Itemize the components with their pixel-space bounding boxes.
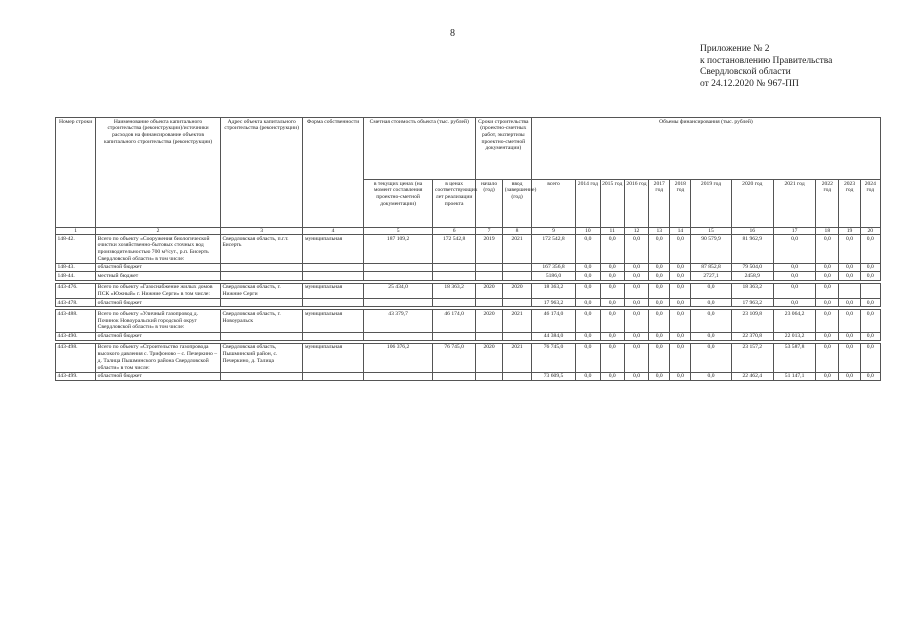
column-number: 8 <box>503 228 532 235</box>
appendix-line: к постановлению Правительства <box>700 55 833 66</box>
year-value-cell: 0,0 <box>624 299 648 307</box>
header-year: 2021 год <box>773 180 815 228</box>
year-value-cell: 0,0 <box>860 332 880 340</box>
address-cell <box>220 332 302 340</box>
start-year-cell <box>475 372 502 380</box>
year-value-cell: 0,0 <box>691 332 731 340</box>
header-year: 2023 год <box>839 180 860 228</box>
header-object-name: Наименование объекта капитального строительства (реконструкции)/источники расходов на финансирование объектов капитального строительства (реконструкции) <box>96 118 221 228</box>
ownership-cell <box>303 272 363 280</box>
header-end: ввод (завершение) (год) <box>503 180 532 228</box>
year-value-cell <box>839 283 860 298</box>
year-value-cell: 0,0 <box>773 272 815 280</box>
table-row <box>56 343 881 372</box>
header-row-number: Номер строки <box>56 118 96 228</box>
object-name-cell: Всего по объекту «Газоснабжение жилых домов ПСК «Южный» г. Нижние Серги» в том числе: <box>96 283 221 298</box>
year-value-cell: 0,0 <box>670 299 691 307</box>
year-value-cell: 0,0 <box>816 272 839 280</box>
column-number: 13 <box>649 228 670 235</box>
year-value-cell: 18 363,2 <box>731 283 773 298</box>
year-value-cell: 0,0 <box>839 235 860 264</box>
year-value-cell: 0,0 <box>624 283 648 298</box>
year-value-cell: 0,0 <box>816 343 839 372</box>
year-value-cell: 0,0 <box>576 263 600 271</box>
cost-years-cell <box>433 299 475 307</box>
object-name-cell: Всего по объекту «Сооружения биологической очистки хозяйственно-бытовых сточных вод производительностью 700 м³/сут., р.п. Бисерть Свердловской области» в том числе: <box>96 235 221 264</box>
year-value-cell: 0,0 <box>600 372 624 380</box>
end-year-cell <box>503 332 532 340</box>
year-value-cell: 22 013,2 <box>773 332 815 340</box>
year-value-cell: 0,0 <box>576 235 600 264</box>
year-value-cell: 0,0 <box>773 263 815 271</box>
year-value-cell: 0,0 <box>839 272 860 280</box>
header-cost-current: в текущих ценах (на момент составления проектно-сметной документации) <box>363 180 433 228</box>
cost-current-cell: 25 434,0 <box>363 283 433 298</box>
total-cell: 167 356,8 <box>531 263 575 271</box>
year-value-cell: 0,0 <box>576 332 600 340</box>
year-value-cell: 53 587,8 <box>773 343 815 372</box>
header-address: Адрес объекта капитального строительства (реконструкции) <box>220 118 302 228</box>
year-value-cell: 0,0 <box>600 343 624 372</box>
table-row <box>56 263 881 271</box>
column-number: 1 <box>56 228 96 235</box>
ownership-cell: муниципальная <box>303 235 363 264</box>
year-value-cell: 79 504,0 <box>731 263 773 271</box>
table-row <box>56 372 881 380</box>
start-year-cell <box>475 272 502 280</box>
year-value-cell: 0,0 <box>576 272 600 280</box>
year-value-cell: 0,0 <box>816 283 839 298</box>
row-number-cell: 148-42. <box>56 235 96 264</box>
row-number-cell: 443-488. <box>56 310 96 332</box>
year-value-cell: 2458,9 <box>731 272 773 280</box>
object-name-cell: областной бюджет <box>96 263 221 271</box>
year-value-cell: 0,0 <box>576 372 600 380</box>
ownership-cell <box>303 372 363 380</box>
column-number: 11 <box>600 228 624 235</box>
header-year: 2018 год <box>670 180 691 228</box>
end-year-cell <box>503 299 532 307</box>
year-value-cell: 0,0 <box>624 272 648 280</box>
year-value-cell: 0,0 <box>839 299 860 307</box>
year-value-cell: 0,0 <box>649 310 670 332</box>
year-value-cell: 0,0 <box>649 263 670 271</box>
object-name-cell: Всего по объекту «Строительство газопровода высокого давления с. Трифоново – с. Печеркино – д. Талица Пышминского района Свердловской области» в том числе: <box>96 343 221 372</box>
year-value-cell: 0,0 <box>624 343 648 372</box>
year-value-cell: 0,0 <box>670 283 691 298</box>
year-value-cell: 0,0 <box>600 310 624 332</box>
year-value-cell: 0,0 <box>691 343 731 372</box>
row-number-cell: 148-43. <box>56 263 96 271</box>
year-value-cell: 0,0 <box>839 343 860 372</box>
year-value-cell: 0,0 <box>670 372 691 380</box>
year-value-cell: 0,0 <box>624 372 648 380</box>
year-value-cell: 0,0 <box>670 343 691 372</box>
table-row <box>56 310 881 332</box>
year-value-cell: 0,0 <box>576 343 600 372</box>
header-financing-volumes: Объемы финансирования (тыс. рублей) <box>531 118 880 180</box>
year-value-cell: 0,0 <box>839 372 860 380</box>
year-value-cell: 17 963,2 <box>731 299 773 307</box>
header-year: 2020 год <box>731 180 773 228</box>
year-value-cell: 0,0 <box>649 283 670 298</box>
cost-current-cell <box>363 272 433 280</box>
row-number-cell: 443-478. <box>56 299 96 307</box>
row-number-cell: 443-490. <box>56 332 96 340</box>
cost-current-cell: 43 379,7 <box>363 310 433 332</box>
year-value-cell: 0,0 <box>649 272 670 280</box>
start-year-cell: 2020 <box>475 310 502 332</box>
year-value-cell: 0,0 <box>670 263 691 271</box>
address-cell <box>220 263 302 271</box>
year-value-cell: 81 962,9 <box>731 235 773 264</box>
year-value-cell: 0,0 <box>839 310 860 332</box>
column-number: 4 <box>303 228 363 235</box>
column-number: 19 <box>839 228 860 235</box>
year-value-cell <box>860 283 880 298</box>
year-value-cell: 0,0 <box>773 299 815 307</box>
address-cell: Свердловская область, г. Новоуральск <box>220 310 302 332</box>
cost-years-cell: 18 363,2 <box>433 283 475 298</box>
column-number: 6 <box>433 228 475 235</box>
cost-years-cell <box>433 263 475 271</box>
year-value-cell: 0,0 <box>670 310 691 332</box>
end-year-cell: 2020 <box>503 283 532 298</box>
header-cost-years: в ценах соответствующих лет реализации проекта <box>433 180 475 228</box>
row-number-cell: 443-499. <box>56 372 96 380</box>
address-cell: Свердловская область, г. Нижние Серги <box>220 283 302 298</box>
year-value-cell: 0,0 <box>816 299 839 307</box>
year-value-cell: 0,0 <box>691 299 731 307</box>
year-value-cell: 0,0 <box>860 372 880 380</box>
total-cell: 76 745,0 <box>531 343 575 372</box>
year-value-cell: 0,0 <box>816 235 839 264</box>
year-value-cell: 51 147,1 <box>773 372 815 380</box>
year-value-cell: 0,0 <box>576 283 600 298</box>
year-value-cell: 0,0 <box>649 299 670 307</box>
cost-current-cell <box>363 299 433 307</box>
year-value-cell: 0,0 <box>860 299 880 307</box>
table-row <box>56 299 881 307</box>
year-value-cell: 0,0 <box>860 235 880 264</box>
total-cell: 17 963,2 <box>531 299 575 307</box>
year-value-cell: 0,0 <box>691 310 731 332</box>
table-row <box>56 235 881 264</box>
year-value-cell: 22 462,4 <box>731 372 773 380</box>
appendix-line: Приложение № 2 <box>700 44 770 54</box>
year-value-cell: 0,0 <box>600 332 624 340</box>
column-number: 7 <box>475 228 502 235</box>
appendix-line: от 24.12.2020 № 967-ПП <box>700 78 799 89</box>
year-value-cell: 0,0 <box>860 343 880 372</box>
start-year-cell: 2019 <box>475 235 502 264</box>
header-year: 2015 год <box>600 180 624 228</box>
total-cell: 18 363,2 <box>531 283 575 298</box>
cost-years-cell: 172 542,8 <box>433 235 475 264</box>
year-value-cell: 0,0 <box>839 263 860 271</box>
header-ownership: Форма собственности <box>303 118 363 228</box>
year-value-cell: 90 579,9 <box>691 235 731 264</box>
total-cell: 73 609,5 <box>531 372 575 380</box>
header-year: 2022 год <box>816 180 839 228</box>
address-cell: Свердловская область, Пышминский район, с. Печеркино, д. Талица <box>220 343 302 372</box>
page-number: 8 <box>450 28 455 39</box>
year-value-cell: 0,0 <box>860 272 880 280</box>
total-cell: 46 174,0 <box>531 310 575 332</box>
ownership-cell <box>303 299 363 307</box>
column-numbers-row <box>56 228 881 235</box>
year-value-cell: 0,0 <box>670 272 691 280</box>
column-number: 9 <box>531 228 575 235</box>
object-name-cell: областной бюджет <box>96 332 221 340</box>
header-year: 2024 год <box>860 180 880 228</box>
year-value-cell: 0,0 <box>576 299 600 307</box>
year-value-cell: 0,0 <box>691 283 731 298</box>
year-value-cell: 0,0 <box>600 263 624 271</box>
year-value-cell: 0,0 <box>839 332 860 340</box>
appendix-line: Свердловской области <box>700 67 791 77</box>
year-value-cell: 0,0 <box>600 299 624 307</box>
year-value-cell: 0,0 <box>670 235 691 264</box>
year-value-cell: 0,0 <box>773 283 815 298</box>
column-number: 14 <box>670 228 691 235</box>
start-year-cell: 2020 <box>475 343 502 372</box>
column-number: 10 <box>576 228 600 235</box>
year-value-cell: 0,0 <box>773 235 815 264</box>
cost-current-cell <box>363 372 433 380</box>
year-value-cell: 0,0 <box>649 343 670 372</box>
financing-table <box>55 117 881 381</box>
cost-years-cell: 46 174,0 <box>433 310 475 332</box>
address-cell <box>220 272 302 280</box>
year-value-cell: 0,0 <box>860 310 880 332</box>
ownership-cell <box>303 332 363 340</box>
year-value-cell: 0,0 <box>649 332 670 340</box>
column-number: 17 <box>773 228 815 235</box>
column-number: 12 <box>624 228 648 235</box>
year-value-cell: 0,0 <box>600 272 624 280</box>
year-value-cell: 0,0 <box>816 263 839 271</box>
year-value-cell: 0,0 <box>816 372 839 380</box>
cost-current-cell: 106 376,2 <box>363 343 433 372</box>
start-year-cell <box>475 332 502 340</box>
year-value-cell: 23 064,2 <box>773 310 815 332</box>
appendix-block <box>700 44 832 90</box>
row-number-cell: 443-476. <box>56 283 96 298</box>
row-number-cell: 148-44. <box>56 272 96 280</box>
header-year: 2019 год <box>691 180 731 228</box>
year-value-cell: 0,0 <box>600 283 624 298</box>
header-start: начало (год) <box>475 180 502 228</box>
table-row <box>56 272 881 280</box>
end-year-cell <box>503 372 532 380</box>
address-cell <box>220 299 302 307</box>
ownership-cell: муниципальная <box>303 343 363 372</box>
header-year: 2016 год <box>624 180 648 228</box>
year-value-cell: 22 370,8 <box>731 332 773 340</box>
start-year-cell: 2020 <box>475 283 502 298</box>
header-total: всего <box>531 180 575 228</box>
year-value-cell: 0,0 <box>624 332 648 340</box>
total-cell: 44 384,0 <box>531 332 575 340</box>
year-value-cell: 0,0 <box>624 235 648 264</box>
header-year: 2014 год <box>576 180 600 228</box>
cost-years-cell: 76 745,0 <box>433 343 475 372</box>
year-value-cell: 0,0 <box>691 372 731 380</box>
table-row <box>56 283 881 298</box>
end-year-cell: 2021 <box>503 310 532 332</box>
end-year-cell <box>503 263 532 271</box>
start-year-cell <box>475 263 502 271</box>
column-number: 18 <box>816 228 839 235</box>
row-number-cell: 443-498. <box>56 343 96 372</box>
table-row <box>56 332 881 340</box>
header-row <box>56 118 881 180</box>
header-estimated-cost: Сметная стоимость объекта (тыс. рублей) <box>363 118 475 180</box>
object-name-cell: областной бюджет <box>96 372 221 380</box>
year-value-cell: 0,0 <box>649 372 670 380</box>
cost-current-cell <box>363 332 433 340</box>
year-value-cell: 23 109,8 <box>731 310 773 332</box>
year-value-cell: 0,0 <box>816 310 839 332</box>
cost-current-cell <box>363 263 433 271</box>
end-year-cell: 2021 <box>503 235 532 264</box>
object-name-cell: местный бюджет <box>96 272 221 280</box>
year-value-cell: 0,0 <box>860 263 880 271</box>
year-value-cell: 0,0 <box>576 310 600 332</box>
column-number: 15 <box>691 228 731 235</box>
column-number: 3 <box>220 228 302 235</box>
address-cell <box>220 372 302 380</box>
ownership-cell: муниципальная <box>303 310 363 332</box>
header-year: 2017 год <box>649 180 670 228</box>
year-value-cell: 0,0 <box>600 235 624 264</box>
year-value-cell: 0,0 <box>670 332 691 340</box>
cost-current-cell: 187 109,2 <box>363 235 433 264</box>
year-value-cell: 23 157,2 <box>731 343 773 372</box>
column-number: 16 <box>731 228 773 235</box>
total-cell: 172 542,8 <box>531 235 575 264</box>
end-year-cell <box>503 272 532 280</box>
end-year-cell: 2021 <box>503 343 532 372</box>
start-year-cell <box>475 299 502 307</box>
year-value-cell: 0,0 <box>624 310 648 332</box>
table-body <box>56 228 881 381</box>
object-name-cell: областной бюджет <box>96 299 221 307</box>
header-terms: Сроки строительства (проектно-сметных работ, экспертизы проектно-сметной документации) <box>475 118 531 180</box>
column-number: 5 <box>363 228 433 235</box>
year-value-cell: 0,0 <box>649 235 670 264</box>
ownership-cell: муниципальная <box>303 283 363 298</box>
cost-years-cell <box>433 272 475 280</box>
cost-years-cell <box>433 332 475 340</box>
address-cell: Свердловская область, п.г.т. Бисерть <box>220 235 302 264</box>
cost-years-cell <box>433 372 475 380</box>
year-value-cell: 87 852,8 <box>691 263 731 271</box>
column-number: 20 <box>860 228 880 235</box>
year-value-cell: 0,0 <box>624 263 648 271</box>
column-number: 2 <box>96 228 221 235</box>
total-cell: 5186,0 <box>531 272 575 280</box>
ownership-cell <box>303 263 363 271</box>
object-name-cell: Всего по объекту «Уличный газопровод д. Починок Новоуральский городской округ Свердловской области» в том числе: <box>96 310 221 332</box>
year-value-cell: 0,0 <box>816 332 839 340</box>
year-value-cell: 2727,1 <box>691 272 731 280</box>
